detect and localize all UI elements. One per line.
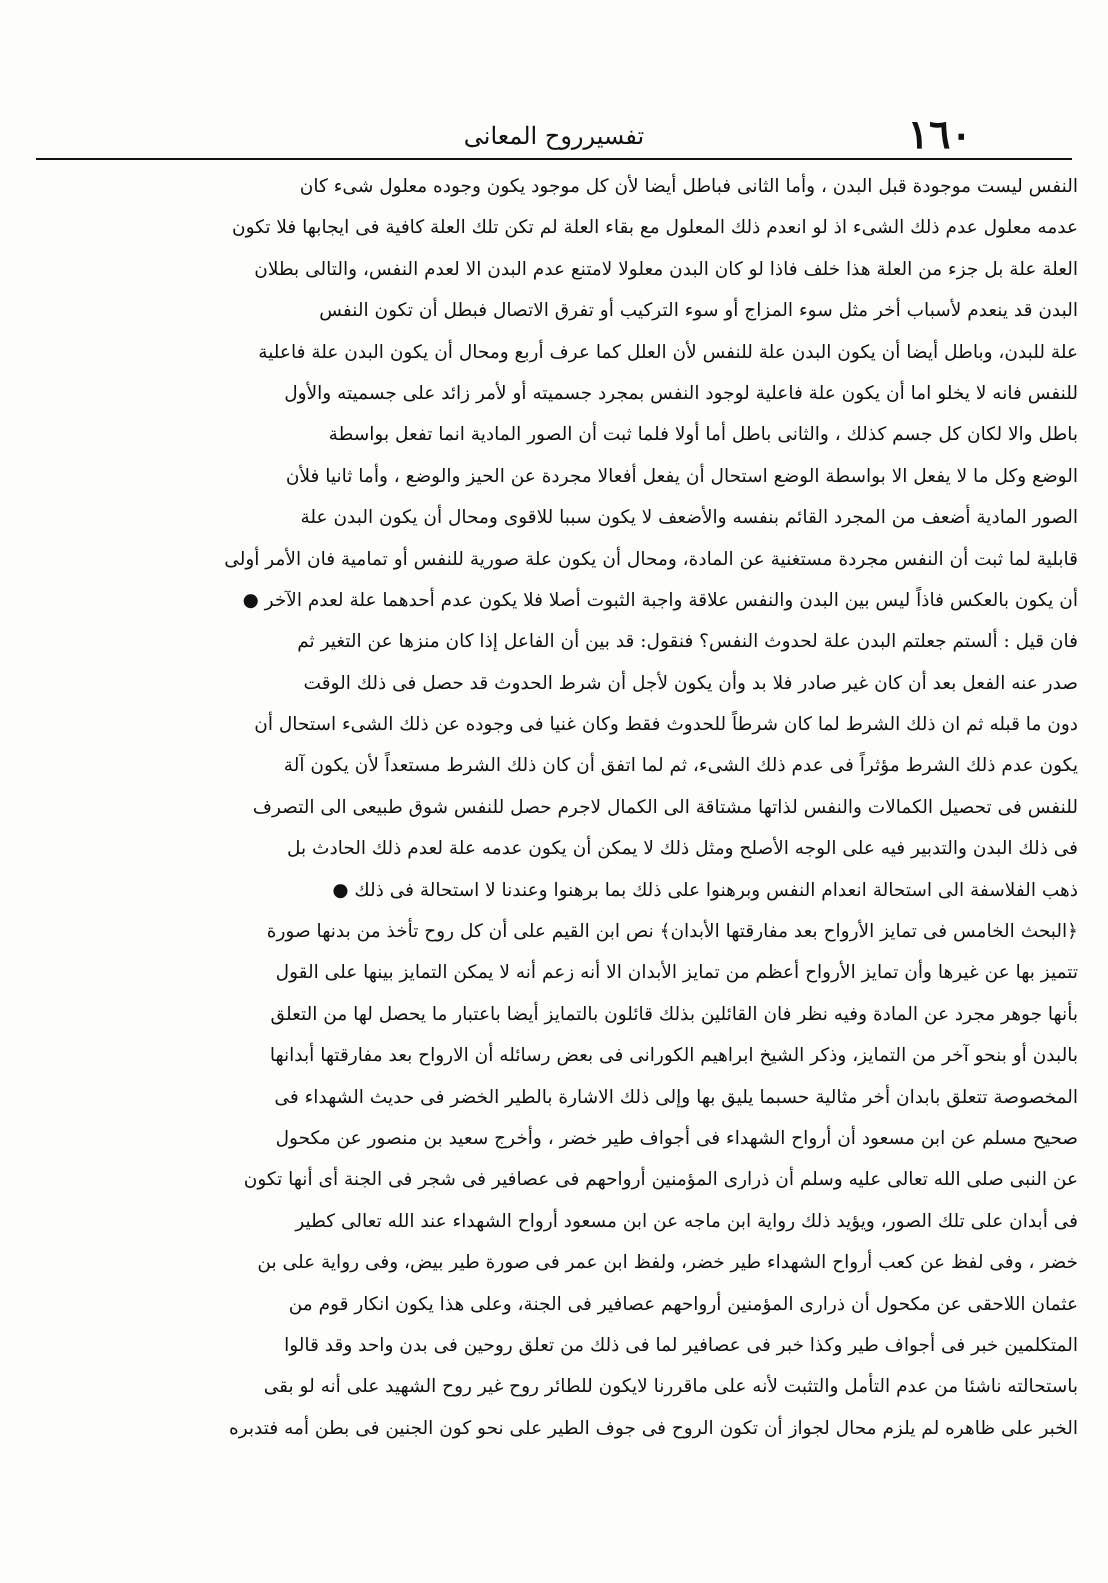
page-number: ١٦٠ — [907, 111, 972, 158]
text-line: فان قيل : ألستم جعلتم البدن علة لحدوث النفس؟ فنقول: قد بين أن الفاعل إذا كان منزها عن التغير ثم — [297, 631, 1078, 653]
text-line: للنفس فى تحصيل الكمالات والنفس لذاتها مشتاقة الى الكمال لاجرم حصل للنفس شوق طبيعى الى التصرف — [252, 796, 1078, 818]
text-line: المتكلمين خبر فى أجواف طير وكذا خبر فى عصافير لما فى ذلك من تعلق روحين فى بدن واحد وقد قالوا — [284, 1334, 1078, 1356]
text-line: الصور المادية أضعف من المجرد القائم بنفسه والأضعف لا يكون سببا للاقوى ومحال أن يكون البدن علة — [300, 507, 1078, 529]
text-line: خضر ، وفى لفظ عن كعب أرواح الشهداء طير خضر، ولفظ ابن عمر فى صورة طير بيض، وفى رواية على بن — [257, 1252, 1078, 1274]
text-line: المخصوصة تتعلق بابدان أخر مثالية حسبما يليق بها وإلى ذلك الاشارة بالطير الخضر فى حديث الشهداء فى — [274, 1086, 1078, 1108]
text-line: البدن قد ينعدم لأسباب أخر مثل سوء المزاج أو سوء التركيب أو تفرق الاتصال فبطل أن تكون النفس — [319, 300, 1078, 322]
body-text — [32, 166, 1078, 1449]
header-rule — [36, 158, 1072, 160]
section-heading-line: ﴿البحث الخامس فى تمايز الأرواح بعد مفارقتها الأبدان﴾ نص ابن القيم على أن كل روح تأخذ من بدنها صورة — [266, 921, 1078, 943]
text-line: الوضع وكل ما لا يفعل الا بواسطة الوضع استحال أن يفعل أفعالا مجردة عن الحيز والوضع ، وأما ثانيا فلأن — [285, 465, 1078, 487]
text-line: النفس ليست موجودة قبل البدن ، وأما الثانى فباطل أيضا لأن كل موجود يكون وجوده معلول شىء كان — [299, 176, 1078, 197]
text-line: فى ذلك البدن والتدبير فيه على الوجه الأصلح ومثل ذلك لا يمكن أن يكون عدمه علة لعدم ذلك الحادث بل — [287, 838, 1078, 860]
text-line: العلة علة بل جزء من العلة هذا خلف فاذا لو كان البدن معلولا لامتنع عدم البدن الا لعدم النفس، والتالى بطلان — [254, 258, 1078, 280]
text-line: بأنها جوهر مجرد عن المادة وفيه نظر فان القائلين بذلك قائلون بالتمايز أيضا باعتبار ما يحصل لها من التعلق — [270, 1003, 1078, 1025]
text-line: علة للبدن، وباطل أيضا أن يكون البدن علة للنفس لأن العلل كما عرف أربع ومحال أن يكون البدن علة فاعلية — [258, 341, 1078, 363]
text-line: الخبر على ظاهره لم يلزم محال لجواز أن تكون الروح فى جوف الطير على نحو كون الجنين فى بطن أمه فتدبره — [229, 1417, 1078, 1439]
text-line: صحيح مسلم عن ابن مسعود أن أرواح الشهداء فى أجواف طير خضر ، وأخرج سعيد بن منصور عن مكحول — [275, 1127, 1078, 1149]
text-line: عن النبى صلى الله تعالى عليه وسلم أن ذرارى المؤمنين أرواحهم فى عصافير فى شجر فى الجنة أى أنها تكون — [243, 1169, 1078, 1191]
text-line: للنفس فانه لا يخلو اما أن يكون علة فاعلية لوجود النفس بمجرد جسميته أو لأمر زائد على جسميته والأول — [284, 382, 1078, 404]
text-line: عثمان اللاحقى عن مكحول أن ذرارى المؤمنين أرواحهم عصافير فى الجنة، وعلى هذا يكون انكار قوم من — [288, 1293, 1078, 1315]
text-line: عدمه معلول عدم ذلك الشىء اذ لو انعدم ذلك المعلول مع بقاء العلة لم تكن تلك العلة كافية فى ايجابها فلا تكون — [231, 217, 1078, 239]
text-line: بالبدن أو بنحو آخر من التمايز، وذكر الشيخ ابراهيم الكورانى فى بعض رسائله أن الارواح بعد مفارقتها أبدانها — [269, 1045, 1078, 1067]
text-line: صدر عنه الفعل بعد أن كان غير صادر فلا بد وأن يكون لأجل أن شرط الحدوث قد حصل فى ذلك الوقت — [303, 672, 1078, 694]
page-header — [36, 112, 1072, 158]
text-line: أن يكون بالعكس فاذاً ليس بين البدن والنفس علاقة واجبة الثبوت أصلا فلا يكون عدم أحدهما علة لعدم الآخر ● — [242, 589, 1078, 611]
running-title: تفسیرروح المعانی — [463, 122, 645, 150]
text-line: يكون عدم ذلك الشرط مؤثراً فى عدم ذلك الشىء، ثم لما اتفق أن كان ذلك الشرط مستعداً لأن يكون آلة — [283, 755, 1078, 777]
text-line: قابلية لما ثبت أن النفس مجردة مستغنية عن المادة، ومحال أن يكون علة صورية للنفس أو تمامية فان الأمر أولى — [224, 548, 1078, 570]
text-line: باطل والا لكان كل جسم كذلك ، والثانى باطل أما أولا فلما ثبت أن الصور المادية انما تفعل بواسطة — [328, 424, 1078, 446]
text-line: تتميز بها عن غيرها وأن تمايز الأرواح أعظم من تمايز الأبدان الا أنه زعم أنه لا يمكن التمايز بينها على القول — [275, 962, 1078, 984]
text-line: فى أبدان على تلك الصور، ويؤيد ذلك رواية ابن ماجه عن ابن مسعود أرواح الشهداء عند الله تعالى كطير — [295, 1210, 1078, 1232]
text-line: باستحالته ناشئا من عدم التأمل والتثبت لأنه على ماقررنا لايكون للطائر روح غير روح الشهيد على أنه لو بقى — [263, 1376, 1078, 1398]
text-line: ذهب الفلاسفة الى استحالة انعدام النفس وبرهنوا على ذلك بما برهنوا وعندنا لا استحالة فى ذلك ● — [332, 879, 1078, 901]
text-line: دون ما قبله ثم ان ذلك الشرط لما كان شرطاً للحدوث فقط وكان غنيا فى وجوده عن ذلك الشىء استحال أن — [254, 714, 1078, 736]
